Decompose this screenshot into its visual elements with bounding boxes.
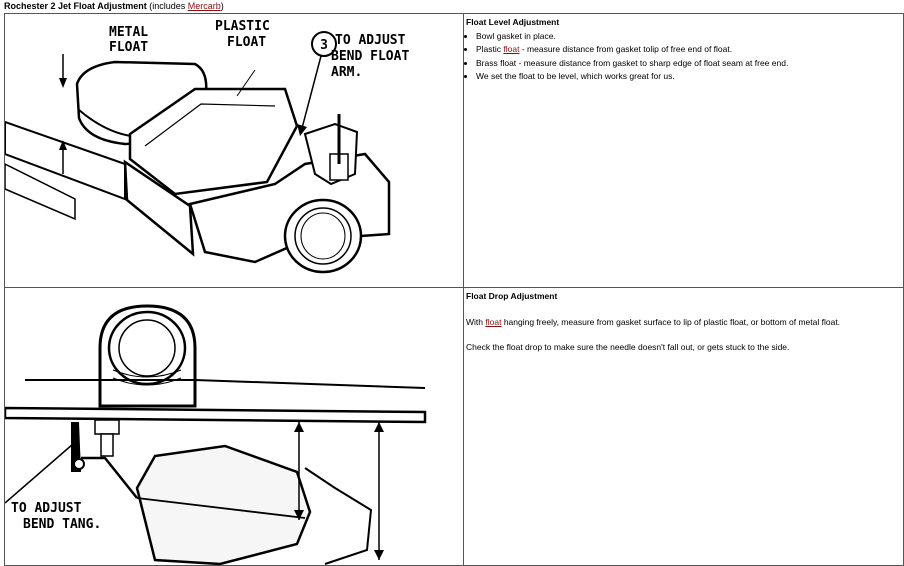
adjust-label-2: BEND FLOAT — [331, 49, 410, 64]
bullet2-post: - measure distance from gasket tolip of free end of float. — [519, 44, 733, 54]
float-level-heading: Float Level Adjustment — [466, 17, 560, 27]
float-level-list — [466, 30, 901, 84]
page-title — [4, 1, 224, 12]
plastic-float-label-1: PLASTIC — [215, 19, 270, 34]
title-paren-open: (includes — [149, 1, 188, 11]
bend-tang-label-1: TO ADJUST — [11, 501, 82, 516]
bullet2-pre: Plastic — [476, 44, 504, 54]
bend-tang-label-2: BEND TANG. — [23, 517, 102, 532]
float-level-figure-cell — [5, 14, 464, 288]
metal-float-label-2: FLOAT — [109, 40, 149, 55]
float-drop-diagram — [5, 288, 463, 565]
list-item: • Bowl gasket in place. — [476, 30, 901, 44]
float-level-text-cell — [464, 14, 904, 288]
step-number: 3 — [320, 38, 328, 53]
float-level-diagram — [5, 14, 463, 287]
mercarb-link[interactable]: Mercarb — [187, 1, 221, 11]
adjust-label-3: ARM. — [331, 65, 363, 80]
float-link[interactable]: float — [485, 316, 502, 327]
float-drop-heading: Float Drop Adjustment — [466, 291, 558, 301]
list-item — [476, 43, 901, 57]
list-item: • We set the float to be level, which works great for us. — [476, 70, 901, 84]
float-link[interactable]: float — [503, 44, 520, 54]
float-drop-paragraph-2: Check the float drop to make sure the needle doesn't fall out, or gets stuck to the side. — [466, 342, 790, 352]
adjust-label-1: TO ADJUST — [335, 33, 406, 48]
float-drop-text-cell — [464, 288, 904, 566]
content-table — [4, 13, 904, 566]
list-item: • Brass float - measure distance from gasket to sharp edge of float seam at free end. — [476, 57, 901, 71]
plastic-float-label-2: FLOAT — [227, 35, 267, 50]
float-drop-figure-cell — [5, 288, 464, 566]
float-drop-paragraph-1 — [466, 316, 901, 330]
p1-post: hanging freely, measure from gasket surface to lip of plastic float, or bottom of metal float. — [501, 316, 841, 327]
metal-float-label-1: METAL — [109, 25, 149, 40]
title-paren-close: ) — [220, 1, 224, 11]
p1-pre: With — [466, 316, 486, 327]
title-text: Rochester 2 Jet Float Adjustment — [4, 1, 147, 11]
